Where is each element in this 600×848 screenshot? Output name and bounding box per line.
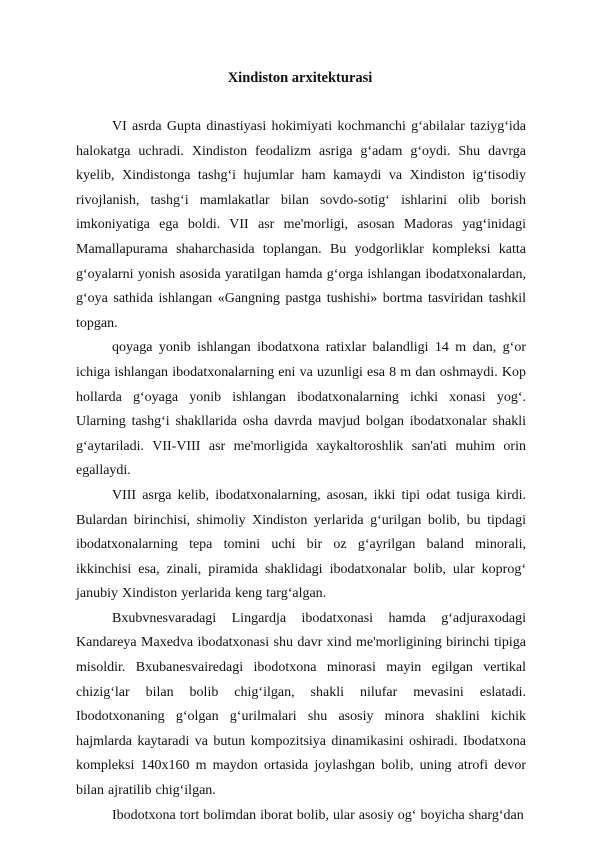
document-body <box>76 115 526 828</box>
document-title: Xindiston arxitekturasi <box>227 70 373 86</box>
paragraph-2: qoyaga yonib ishlangan ibodatxona ratixlar balandligi 14 m dan, g‘or ichiga ishlangan ibodatxonalarning eni va uzunligi esa 8 m dan oshmaydi. Kop hollarda g‘oyaga yonib ishlangan ibodatxonalarning ichki xonasi yog‘. Ularning tashg‘i shakllarida osha davrda mavjud bolgan ibodatxonalar shakli g‘aytariladi. VII-VIII asr me'morligida xaykaltoroshlik san'ati muhim orin egallaydi. <box>76 340 526 479</box>
paragraph-3: VIII asrga kelib, ibodatxonalarning, asosan, ikki tipi odat tusiga kirdi. Bulardan birinchisi, shimoliy Xindiston yerlarida g‘urilgan bolib, bu tipdagi ibodatxonalarning tepa tomini uchi bir oz g‘ayrilgan baland minorali, ikkinchisi esa, zinali, piramida shaklidagi ibodatxonalar bolib, ular koprog‘ janubiy Xindiston yerlarida keng targ‘algan. <box>76 487 526 602</box>
paragraph-5: Ibodotxona tort bolimdan iborat bolib, ular asosiy og‘ boyicha sharg‘dan <box>112 807 524 823</box>
paragraph-4: Bxubvnesvaradagi Lingardja ibodatxonasi hamda g‘adjuraxodagi Kandareya Maxedva ibodatxonasi shu davr xind me'morligining birinchi tipiga misoldir. Bxubanesvairedagi ibodotxona minorasi mayin egilgan vertikal chizig‘lar bilan bolib chig‘ilgan, shakli nilufar mevasini eslatadi. Ibodotxonaning g‘olgan g‘urilmalari shu asosiy minora shaklini kichik hajmlarda kaytaradi va butun kompozitsiya dinamikasini oshiradi. Ibodatxona kompleksi 140x160 m maydon ortasida joylashgan bolib, uning atrofi devor bilan ajratilib chig‘ilgan. <box>76 610 526 799</box>
paragraph-1: VI asrda Gupta dinastiyasi hokimiyati kochmanchi g‘abilalar taziyg‘ida halokatga uchradi. Xindiston feodalizm asriga g‘adam g‘oydi. Shu davrga kyelib, Xindistonga tashg‘i hujumlar ham kamaydi va Xindiston ig‘tisodiy rivojlanish, tashg‘i mamlakatlar bilan sovdo-sotig‘ ishlarini olib borish imkoniyatiga ega boldi. VII asr me'morligi, asosan Madoras yag‘inidagi Mamallapurama shaharchasida toplangan. Bu yodgorliklar kompleksi katta g‘oyalarni yonish asosida yaratilgan hamda g‘orga ishlangan ibodatxonalardan, g‘oya sathida ishlangan «Gangning pastga tushishi» bortma tasviridan tashkil topgan. <box>76 119 526 331</box>
